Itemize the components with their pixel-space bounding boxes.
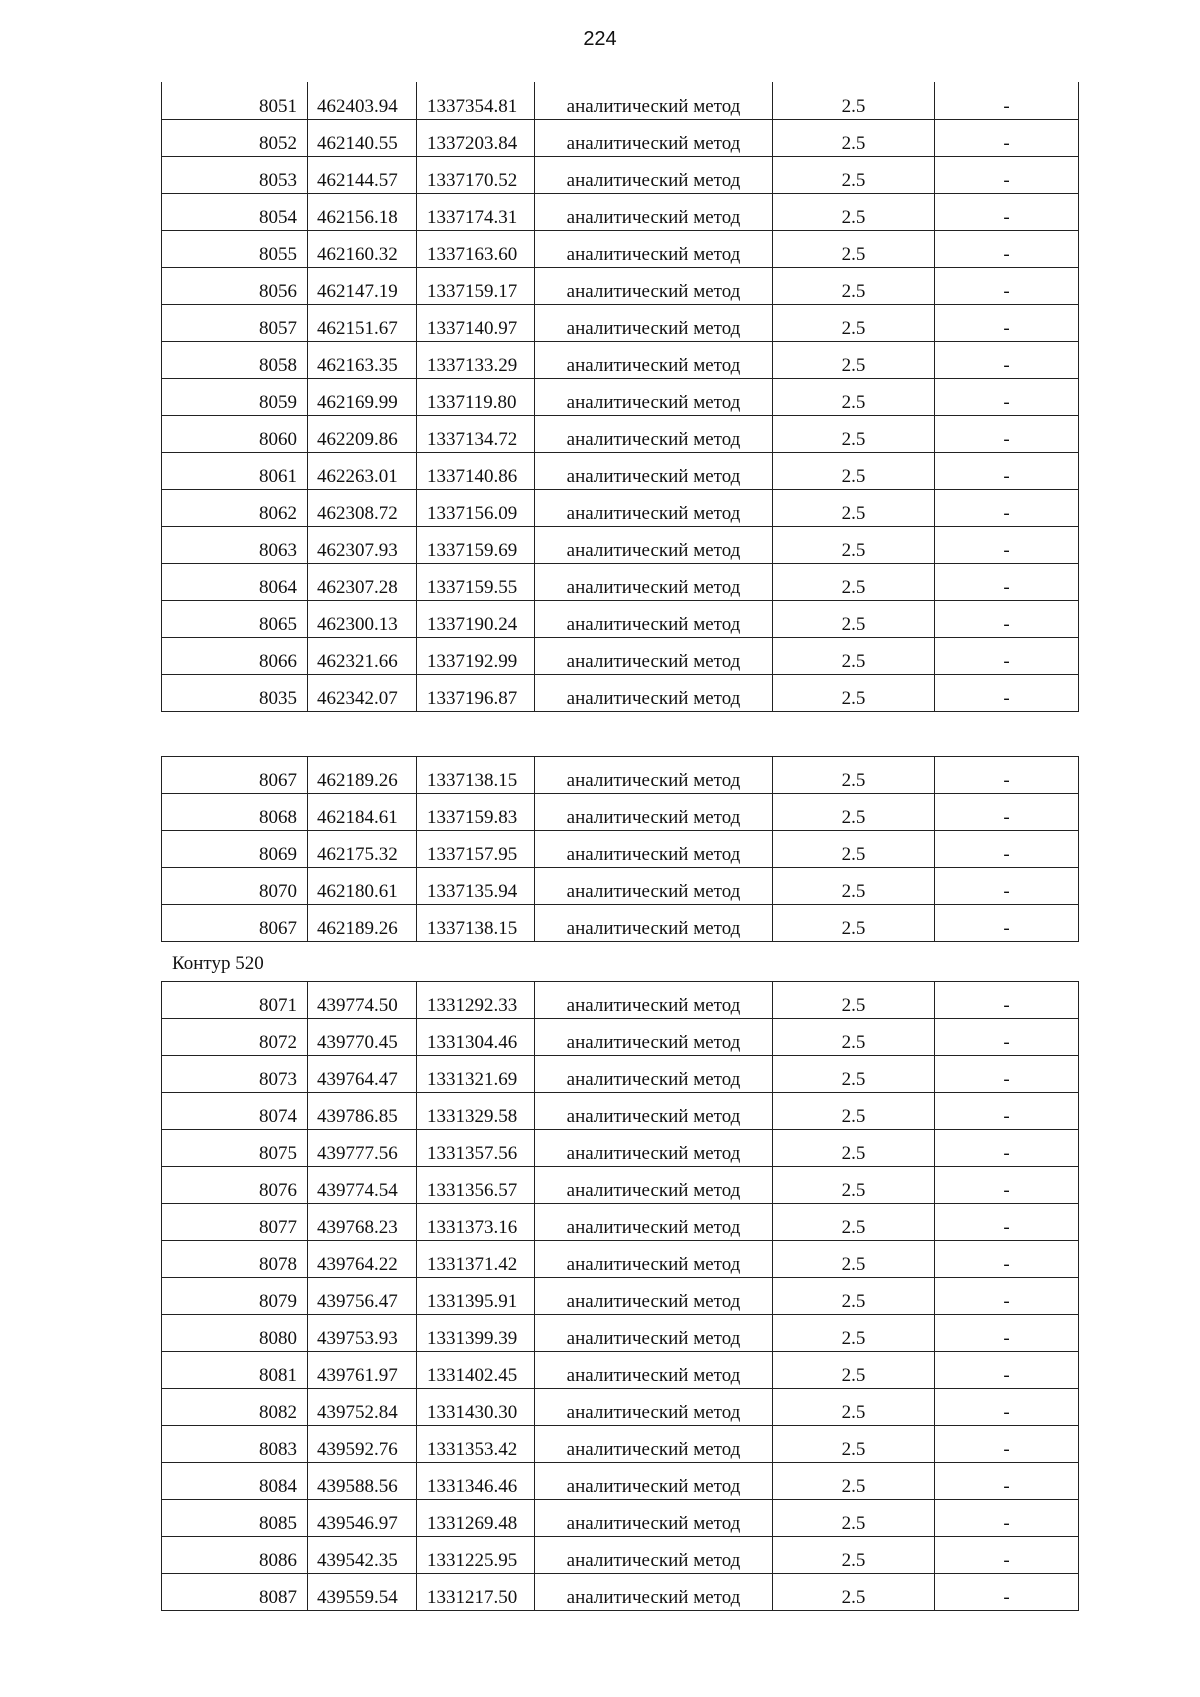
x-coordinate-cell: 462151.67: [308, 304, 417, 341]
accuracy-cell: 2.5: [773, 267, 935, 304]
y-coordinate-cell: 1337157.95: [417, 831, 535, 868]
point-number-cell: 8087: [162, 1574, 308, 1611]
point-number-cell: 8068: [162, 794, 308, 831]
point-number-cell: 8085: [162, 1500, 308, 1537]
y-coordinate-cell: 1337159.83: [417, 794, 535, 831]
point-number-cell: 8059: [162, 378, 308, 415]
note-cell: -: [935, 1019, 1079, 1056]
x-coordinate-cell: 439764.22: [308, 1241, 417, 1278]
note-cell: -: [935, 1352, 1079, 1389]
point-number-cell: 8076: [162, 1167, 308, 1204]
point-number-cell: 8053: [162, 156, 308, 193]
accuracy-cell: 2.5: [773, 82, 935, 119]
point-number-cell: 8054: [162, 193, 308, 230]
method-cell: аналитический метод: [535, 415, 773, 452]
note-cell: -: [935, 1315, 1079, 1352]
method-cell: аналитический метод: [535, 1278, 773, 1315]
x-coordinate-cell: 462189.26: [308, 757, 417, 794]
point-number-cell: 8051: [162, 82, 308, 119]
x-coordinate-cell: 462160.32: [308, 230, 417, 267]
note-cell: -: [935, 1204, 1079, 1241]
table-row: [162, 1426, 1079, 1463]
contour-label: Контур 520: [172, 953, 264, 974]
point-number-cell: 8075: [162, 1130, 308, 1167]
table-row: [162, 1537, 1079, 1574]
table-row: [162, 415, 1079, 452]
method-cell: аналитический метод: [535, 1574, 773, 1611]
method-cell: аналитический метод: [535, 905, 773, 942]
point-number-cell: 8058: [162, 341, 308, 378]
table-row: [162, 1574, 1079, 1611]
x-coordinate-cell: 439774.54: [308, 1167, 417, 1204]
x-coordinate-cell: 439764.47: [308, 1056, 417, 1093]
method-cell: аналитический метод: [535, 1056, 773, 1093]
y-coordinate-cell: 1337138.15: [417, 905, 535, 942]
x-coordinate-cell: 439777.56: [308, 1130, 417, 1167]
note-cell: -: [935, 304, 1079, 341]
note-cell: -: [935, 1389, 1079, 1426]
note-cell: -: [935, 156, 1079, 193]
method-cell: аналитический метод: [535, 600, 773, 637]
coordinates-table-continued: [161, 82, 1079, 712]
note-cell: -: [935, 1130, 1079, 1167]
point-number-cell: 8072: [162, 1019, 308, 1056]
x-coordinate-cell: 439752.84: [308, 1389, 417, 1426]
y-coordinate-cell: 1331329.58: [417, 1093, 535, 1130]
table-row: [162, 1241, 1079, 1278]
table-row: [162, 1463, 1079, 1500]
page-number: 224: [583, 28, 617, 50]
point-number-cell: 8062: [162, 489, 308, 526]
accuracy-cell: 2.5: [773, 831, 935, 868]
y-coordinate-cell: 1337134.72: [417, 415, 535, 452]
y-coordinate-cell: 1331225.95: [417, 1537, 535, 1574]
note-cell: -: [935, 1093, 1079, 1130]
note-cell: -: [935, 1426, 1079, 1463]
table-row: [162, 831, 1079, 868]
accuracy-cell: 2.5: [773, 1278, 935, 1315]
note-cell: -: [935, 674, 1079, 711]
point-number-cell: 8066: [162, 637, 308, 674]
method-cell: аналитический метод: [535, 1241, 773, 1278]
y-coordinate-cell: 1337133.29: [417, 341, 535, 378]
table-row: [162, 1093, 1079, 1130]
y-coordinate-cell: 1331395.91: [417, 1278, 535, 1315]
note-cell: -: [935, 600, 1079, 637]
accuracy-cell: 2.5: [773, 905, 935, 942]
point-number-cell: 8081: [162, 1352, 308, 1389]
x-coordinate-cell: 462300.13: [308, 600, 417, 637]
method-cell: аналитический метод: [535, 1537, 773, 1574]
method-cell: аналитический метод: [535, 119, 773, 156]
y-coordinate-cell: 1331304.46: [417, 1019, 535, 1056]
accuracy-cell: 2.5: [773, 1093, 935, 1130]
accuracy-cell: 2.5: [773, 119, 935, 156]
x-coordinate-cell: 462140.55: [308, 119, 417, 156]
accuracy-cell: 2.5: [773, 489, 935, 526]
note-cell: -: [935, 378, 1079, 415]
accuracy-cell: 2.5: [773, 1537, 935, 1574]
method-cell: аналитический метод: [535, 193, 773, 230]
note-cell: -: [935, 1056, 1079, 1093]
note-cell: -: [935, 267, 1079, 304]
table-row: [162, 868, 1079, 905]
x-coordinate-cell: 462144.57: [308, 156, 417, 193]
note-cell: -: [935, 341, 1079, 378]
y-coordinate-cell: 1337203.84: [417, 119, 535, 156]
x-coordinate-cell: 462169.99: [308, 378, 417, 415]
x-coordinate-cell: 462307.28: [308, 563, 417, 600]
accuracy-cell: 2.5: [773, 1019, 935, 1056]
point-number-cell: 8082: [162, 1389, 308, 1426]
method-cell: аналитический метод: [535, 1204, 773, 1241]
method-cell: аналитический метод: [535, 1463, 773, 1500]
note-cell: -: [935, 757, 1079, 794]
y-coordinate-cell: 1331402.45: [417, 1352, 535, 1389]
y-coordinate-cell: 1331357.56: [417, 1130, 535, 1167]
accuracy-cell: 2.5: [773, 230, 935, 267]
x-coordinate-cell: 462184.61: [308, 794, 417, 831]
note-cell: -: [935, 1167, 1079, 1204]
x-coordinate-cell: 462156.18: [308, 193, 417, 230]
point-number-cell: 8086: [162, 1537, 308, 1574]
x-coordinate-cell: 439761.97: [308, 1352, 417, 1389]
y-coordinate-cell: 1331292.33: [417, 982, 535, 1019]
x-coordinate-cell: 462175.32: [308, 831, 417, 868]
accuracy-cell: 2.5: [773, 1241, 935, 1278]
accuracy-cell: 2.5: [773, 193, 935, 230]
x-coordinate-cell: 462209.86: [308, 415, 417, 452]
x-coordinate-cell: 462308.72: [308, 489, 417, 526]
method-cell: аналитический метод: [535, 757, 773, 794]
accuracy-cell: 2.5: [773, 304, 935, 341]
point-number-cell: 8074: [162, 1093, 308, 1130]
note-cell: -: [935, 1463, 1079, 1500]
y-coordinate-cell: 1331269.48: [417, 1500, 535, 1537]
table-row: [162, 1389, 1079, 1426]
accuracy-cell: 2.5: [773, 415, 935, 452]
point-number-cell: 8060: [162, 415, 308, 452]
table-row: [162, 1315, 1079, 1352]
method-cell: аналитический метод: [535, 831, 773, 868]
method-cell: аналитический метод: [535, 452, 773, 489]
y-coordinate-cell: 1337174.31: [417, 193, 535, 230]
method-cell: аналитический метод: [535, 794, 773, 831]
point-number-cell: 8035: [162, 674, 308, 711]
x-coordinate-cell: 462403.94: [308, 82, 417, 119]
accuracy-cell: 2.5: [773, 1574, 935, 1611]
x-coordinate-cell: 439756.47: [308, 1278, 417, 1315]
note-cell: -: [935, 82, 1079, 119]
table-row: [162, 230, 1079, 267]
note-cell: -: [935, 1278, 1079, 1315]
table-row: [162, 982, 1079, 1019]
method-cell: аналитический метод: [535, 1093, 773, 1130]
point-number-cell: 8084: [162, 1463, 308, 1500]
note-cell: -: [935, 230, 1079, 267]
method-cell: аналитический метод: [535, 489, 773, 526]
y-coordinate-cell: 1337159.17: [417, 267, 535, 304]
y-coordinate-cell: 1331430.30: [417, 1389, 535, 1426]
table-row: [162, 489, 1079, 526]
note-cell: -: [935, 905, 1079, 942]
note-cell: -: [935, 489, 1079, 526]
coordinates-table-contour-520: [161, 981, 1079, 1611]
x-coordinate-cell: 462307.93: [308, 526, 417, 563]
table-row: [162, 1167, 1079, 1204]
method-cell: аналитический метод: [535, 563, 773, 600]
x-coordinate-cell: 439588.56: [308, 1463, 417, 1500]
table-row: [162, 304, 1079, 341]
x-coordinate-cell: 439774.50: [308, 982, 417, 1019]
y-coordinate-cell: 1331217.50: [417, 1574, 535, 1611]
note-cell: -: [935, 526, 1079, 563]
table-row: [162, 341, 1079, 378]
accuracy-cell: 2.5: [773, 794, 935, 831]
table-row: [162, 600, 1079, 637]
accuracy-cell: 2.5: [773, 1352, 935, 1389]
point-number-cell: 8080: [162, 1315, 308, 1352]
x-coordinate-cell: 439753.93: [308, 1315, 417, 1352]
point-number-cell: 8067: [162, 905, 308, 942]
note-cell: -: [935, 831, 1079, 868]
accuracy-cell: 2.5: [773, 1500, 935, 1537]
note-cell: -: [935, 637, 1079, 674]
x-coordinate-cell: 439559.54: [308, 1574, 417, 1611]
x-coordinate-cell: 462342.07: [308, 674, 417, 711]
accuracy-cell: 2.5: [773, 526, 935, 563]
point-number-cell: 8083: [162, 1426, 308, 1463]
x-coordinate-cell: 439542.35: [308, 1537, 417, 1574]
x-coordinate-cell: 462180.61: [308, 868, 417, 905]
x-coordinate-cell: 462321.66: [308, 637, 417, 674]
note-cell: -: [935, 415, 1079, 452]
table-row: [162, 82, 1079, 119]
table-row: [162, 905, 1079, 942]
accuracy-cell: 2.5: [773, 868, 935, 905]
method-cell: аналитический метод: [535, 82, 773, 119]
y-coordinate-cell: 1337170.52: [417, 156, 535, 193]
x-coordinate-cell: 439592.76: [308, 1426, 417, 1463]
table-row: [162, 267, 1079, 304]
y-coordinate-cell: 1337138.15: [417, 757, 535, 794]
table-row: [162, 1352, 1079, 1389]
y-coordinate-cell: 1331371.42: [417, 1241, 535, 1278]
method-cell: аналитический метод: [535, 982, 773, 1019]
method-cell: аналитический метод: [535, 1389, 773, 1426]
method-cell: аналитический метод: [535, 1167, 773, 1204]
note-cell: -: [935, 1574, 1079, 1611]
y-coordinate-cell: 1337190.24: [417, 600, 535, 637]
accuracy-cell: 2.5: [773, 1130, 935, 1167]
table-row: [162, 1204, 1079, 1241]
method-cell: аналитический метод: [535, 1315, 773, 1352]
accuracy-cell: 2.5: [773, 563, 935, 600]
accuracy-cell: 2.5: [773, 1204, 935, 1241]
y-coordinate-cell: 1331321.69: [417, 1056, 535, 1093]
accuracy-cell: 2.5: [773, 637, 935, 674]
accuracy-cell: 2.5: [773, 1426, 935, 1463]
accuracy-cell: 2.5: [773, 156, 935, 193]
point-number-cell: 8077: [162, 1204, 308, 1241]
note-cell: -: [935, 982, 1079, 1019]
method-cell: аналитический метод: [535, 1500, 773, 1537]
accuracy-cell: 2.5: [773, 982, 935, 1019]
table-row: [162, 563, 1079, 600]
method-cell: аналитический метод: [535, 674, 773, 711]
method-cell: аналитический метод: [535, 304, 773, 341]
accuracy-cell: 2.5: [773, 674, 935, 711]
table-row: [162, 637, 1079, 674]
point-number-cell: 8064: [162, 563, 308, 600]
y-coordinate-cell: 1331399.39: [417, 1315, 535, 1352]
y-coordinate-cell: 1337156.09: [417, 489, 535, 526]
method-cell: аналитический метод: [535, 1426, 773, 1463]
note-cell: -: [935, 1500, 1079, 1537]
accuracy-cell: 2.5: [773, 1463, 935, 1500]
point-number-cell: 8069: [162, 831, 308, 868]
point-number-cell: 8071: [162, 982, 308, 1019]
y-coordinate-cell: 1337354.81: [417, 82, 535, 119]
table-row: [162, 452, 1079, 489]
accuracy-cell: 2.5: [773, 1315, 935, 1352]
y-coordinate-cell: 1337159.55: [417, 563, 535, 600]
x-coordinate-cell: 462189.26: [308, 905, 417, 942]
y-coordinate-cell: 1331346.46: [417, 1463, 535, 1500]
note-cell: -: [935, 193, 1079, 230]
x-coordinate-cell: 462163.35: [308, 341, 417, 378]
note-cell: -: [935, 1537, 1079, 1574]
table-row: [162, 526, 1079, 563]
method-cell: аналитический метод: [535, 156, 773, 193]
y-coordinate-cell: 1337140.86: [417, 452, 535, 489]
point-number-cell: 8067: [162, 757, 308, 794]
table-row: [162, 757, 1079, 794]
table-row: [162, 1500, 1079, 1537]
y-coordinate-cell: 1337159.69: [417, 526, 535, 563]
accuracy-cell: 2.5: [773, 600, 935, 637]
table-row: [162, 378, 1079, 415]
x-coordinate-cell: 439786.85: [308, 1093, 417, 1130]
method-cell: аналитический метод: [535, 1352, 773, 1389]
y-coordinate-cell: 1337140.97: [417, 304, 535, 341]
note-cell: -: [935, 868, 1079, 905]
method-cell: аналитический метод: [535, 230, 773, 267]
note-cell: -: [935, 794, 1079, 831]
table-row: [162, 1056, 1079, 1093]
coordinates-table-contour-part: [161, 756, 1079, 942]
method-cell: аналитический метод: [535, 637, 773, 674]
y-coordinate-cell: 1337192.99: [417, 637, 535, 674]
point-number-cell: 8056: [162, 267, 308, 304]
accuracy-cell: 2.5: [773, 757, 935, 794]
y-coordinate-cell: 1337135.94: [417, 868, 535, 905]
note-cell: -: [935, 119, 1079, 156]
table-row: [162, 1278, 1079, 1315]
table-row: [162, 1019, 1079, 1056]
note-cell: -: [935, 452, 1079, 489]
accuracy-cell: 2.5: [773, 1389, 935, 1426]
x-coordinate-cell: 462263.01: [308, 452, 417, 489]
point-number-cell: 8063: [162, 526, 308, 563]
y-coordinate-cell: 1337163.60: [417, 230, 535, 267]
point-number-cell: 8055: [162, 230, 308, 267]
method-cell: аналитический метод: [535, 341, 773, 378]
accuracy-cell: 2.5: [773, 1056, 935, 1093]
note-cell: -: [935, 563, 1079, 600]
accuracy-cell: 2.5: [773, 378, 935, 415]
y-coordinate-cell: 1331353.42: [417, 1426, 535, 1463]
y-coordinate-cell: 1337119.80: [417, 378, 535, 415]
y-coordinate-cell: 1331356.57: [417, 1167, 535, 1204]
table-row: [162, 674, 1079, 711]
accuracy-cell: 2.5: [773, 341, 935, 378]
note-cell: -: [935, 1241, 1079, 1278]
point-number-cell: 8061: [162, 452, 308, 489]
point-number-cell: 8070: [162, 868, 308, 905]
accuracy-cell: 2.5: [773, 452, 935, 489]
method-cell: аналитический метод: [535, 378, 773, 415]
point-number-cell: 8065: [162, 600, 308, 637]
x-coordinate-cell: 439546.97: [308, 1500, 417, 1537]
point-number-cell: 8078: [162, 1241, 308, 1278]
x-coordinate-cell: 439770.45: [308, 1019, 417, 1056]
table-row: [162, 1130, 1079, 1167]
y-coordinate-cell: 1337196.87: [417, 674, 535, 711]
point-number-cell: 8052: [162, 119, 308, 156]
method-cell: аналитический метод: [535, 868, 773, 905]
accuracy-cell: 2.5: [773, 1167, 935, 1204]
x-coordinate-cell: 462147.19: [308, 267, 417, 304]
table-row: [162, 794, 1079, 831]
table-row: [162, 193, 1079, 230]
point-number-cell: 8073: [162, 1056, 308, 1093]
y-coordinate-cell: 1331373.16: [417, 1204, 535, 1241]
x-coordinate-cell: 439768.23: [308, 1204, 417, 1241]
point-number-cell: 8057: [162, 304, 308, 341]
method-cell: аналитический метод: [535, 526, 773, 563]
method-cell: аналитический метод: [535, 267, 773, 304]
point-number-cell: 8079: [162, 1278, 308, 1315]
table-row: [162, 119, 1079, 156]
method-cell: аналитический метод: [535, 1130, 773, 1167]
method-cell: аналитический метод: [535, 1019, 773, 1056]
table-row: [162, 156, 1079, 193]
